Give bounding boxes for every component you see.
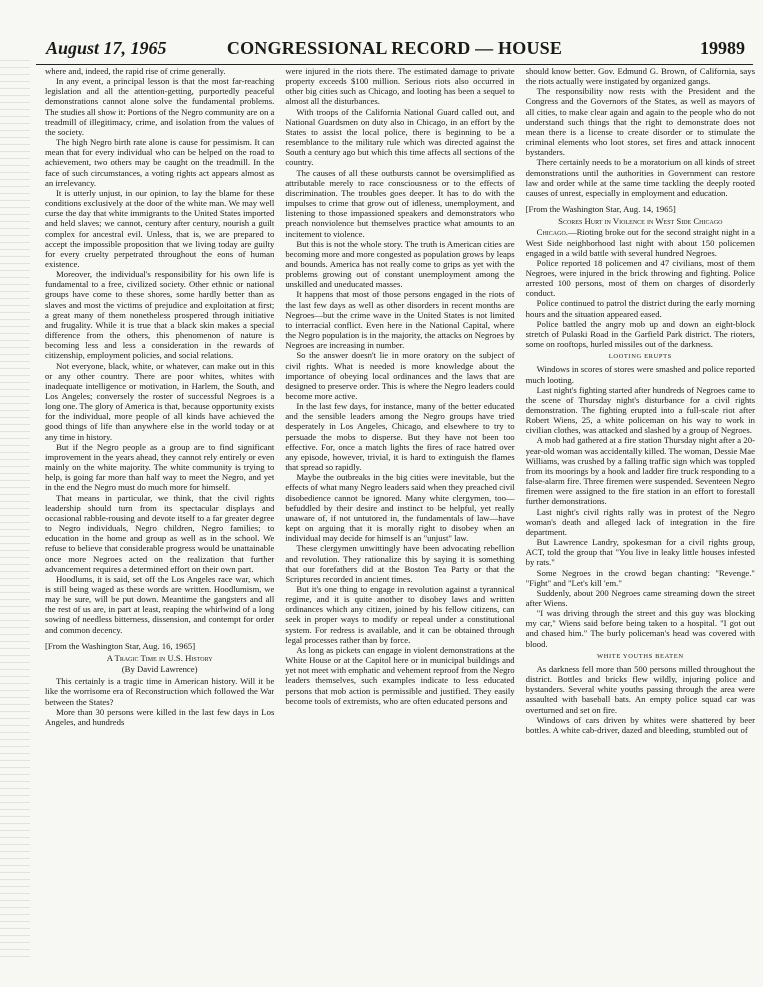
paragraph: In the last few days, for instance, many of the better educated and the sensible leaders among the Negro groups have tried desperately in Los Angeles, Chicago, and elsewhere to try to persuade the mobs to disperse. But they have not been too effective. For, once a match lights the fires of race hatred over any episode, however, trivial, it is hard to extinguish the flames that spread so rapidly. bbox=[285, 401, 515, 473]
paragraph: But it's one thing to engage in revolution against a tyrannical regime, and it is quite another to disobey laws and written ordinances which any citizen, joined by his fellow citizens, can seek in proper ways to modify or repeal under a constitutional system. For redress is available, and it can be obtained through legal processes rather than by force. bbox=[285, 583, 515, 645]
page-header bbox=[36, 34, 753, 65]
article-headline: A Tragic Time in U.S. History bbox=[106, 652, 213, 663]
subheading: LOOTING ERUPTS bbox=[608, 353, 672, 361]
paragraph: It happens that most of those persons engaged in the riots of the last few days as well as other disorders in recent months are Negroes—but the crime wave in the United States is not limited to interracial conflict. Even here in the National Capital, where the Negro population is in the majority, the attacks on Negroes by Negroes are increasing in number. bbox=[285, 289, 515, 351]
paragraph: In any event, a principal lesson is that the most far-reaching legislation and all the attention-getting, purportedly peaceful demonstrations cannot alone solve the fundamental problems. The studies all show it: Portions of the Negro community are on a treadmill of illegitimacy, crime, and isolation from the values of the society. bbox=[45, 76, 275, 137]
paragraph: Windows in scores of stores were smashed and police reported much looting. bbox=[525, 364, 755, 385]
paragraph bbox=[526, 227, 755, 257]
paragraph: Police continued to patrol the district during the early morning hours and the situation appeared eased. bbox=[525, 298, 755, 319]
scan-margin-artifact bbox=[0, 60, 30, 960]
paragraph: Maybe the outbreaks in the big cities were inevitable, but the effects of what many Negro leaders said when they preached civil disobedience cannot be ignored. Many white clergymen, too—befuddled by their desire and instinct to be helpful, yet really unaware of, if not untutored in, the fundamentals of law—have kept on arguing that it is morally right to disobey when an individual may decide for himself is an "unjust" law. bbox=[285, 472, 515, 544]
article-byline: (By David Lawrence) bbox=[121, 664, 198, 675]
paragraph: But if the Negro people as a group are to find significant improvement in the years ahead, they cannot rely entirely or even mainly on the white majority. The white community is trying to help, is going far more than half way to meet the Negro, and yet in the end the Negro must do much more for himself. bbox=[45, 441, 275, 493]
paragraph: These clergymen unwittingly have been advocating rebellion and revolution. They rationalize this by saying it is something that our forefathers did at the Boston Tea Party or that the Scriptures recorded in ancient times. bbox=[285, 543, 515, 584]
paragraph: As darkness fell more than 500 persons milled throughout the district. Bottles and bricks flew wildly, injuring police and bystanders. Several white youths passing through the area were assaulted with baseball bats. An empty police squad car was overturned and set on fire. bbox=[525, 663, 755, 715]
page-number: 19989 bbox=[700, 38, 745, 58]
paragraph: Some Negroes in the crowd began chanting: "Revenge." "Fight" and "Let's kill 'em." bbox=[525, 567, 755, 588]
paragraph: It is utterly unjust, in our opinion, to lay the blame for these conditions exclusively at the door of the white man. We may well curse the day that white immigrants to the United States imported and held slaves; we cannot, century after century, nourish a guilt complex for ancestral evil. Unless, that is, we are prepared to accept the impossible proposition that we living today are guilty for every cruelty perpetrated throughout the eons of human existence. bbox=[45, 187, 275, 269]
paragraph: This certainly is a tragic time in American history. Will it be like the worrisome era of Reconstruction which followed the War between the States? bbox=[45, 676, 275, 707]
article-headline: Scores Hurt in Violence in West Side Chicago bbox=[558, 216, 723, 227]
paragraph: So the answer doesn't lie in more oratory on the subject of civil rights. What is needed is more knowledge about the importance of obeying local ordinances and the laws that are designed to preserve order. This is where the Negro leaders could become more active. bbox=[285, 350, 515, 401]
source-line: [From the Washington Star, Aug. 16, 1965] bbox=[45, 640, 196, 651]
paragraph: There certainly needs to be a moratorium on all kinds of street demonstrations until the authorities in Government can restore law and order while at the same time tackling the deeply rooted causes of unrest, especially in employment and education. bbox=[525, 157, 755, 198]
paragraph: The responsibility now rests with the President and the Congress and the Governors of the States, as well as mayors of all cities, to make clear again and again to the people who do not understand such things that the right to demonstrate does not mean there is a license to create disorder or to stimulate the criminal elements who loot stores, set fires and attack innocent bystanders. bbox=[525, 86, 755, 158]
paragraph-text: —Rioting broke out for the second straight night in a West Side neighborhood last night with about 150 policemen engaged in a wild battle with several hundred Negroes. bbox=[525, 227, 755, 258]
header-date: August 17, 1965 bbox=[46, 38, 167, 58]
paragraph: But this is not the whole story. The truth is American cities are becoming more and more congested as population grows by leaps and bounds. America has not really come to grips as yet with the problems growing out of constant unemployment among the unskilled and uneducated masses. bbox=[285, 238, 515, 290]
paragraph: A mob had gathered at a fire station Thursday night after a 20-year-old woman was accidentally killed. The woman, Dessie Mae Williams, was crushed by a falling traffic sign which was toppled from its moorings by a hook and ladder fire truck responding to a false-alarm fire. Three firemen were suspended. Seventeen Negro firemen were assigned to the fire station in an effort to forestall further demonstrations. bbox=[525, 435, 755, 507]
paragraph: Windows of cars driven by whites were shattered by beer bottles. A white cab-driver, dazed and bleeding, stumbled out of bbox=[525, 714, 755, 735]
paragraph: where and, indeed, the rapid rise of crime generally. bbox=[45, 66, 226, 76]
paragraph: should know better. Gov. Edmund G. Brown, of California, says the riots actually were instigated by organized gangs. bbox=[525, 66, 755, 87]
paragraph: Hoodlums, it is said, set off the Los Angeles race war, which is still being waged as these words are written. Hoodlumism, we may be sure, will be put down. Meantime the gangsters and all the rest of us are, in part at least, reaping the whirlwind of a long sowing of needless bitterness, dissension, and contempt for order and common decency. bbox=[45, 573, 275, 635]
paragraph: Suddenly, about 200 Negroes came streaming down the street after Wiens. bbox=[525, 587, 755, 608]
column-3 bbox=[526, 66, 755, 982]
paragraph: That means in particular, we think, that the civil rights leadership should turn from its spectacular displays and occasional rabble-rousing and devote itself to a far greater degree to Negro individuals, Negro children, Negro families; to education in the home and group as well as in the school. We refuse to believe that considerable progress would be unattainable once more Negroes acted on the realization that further advancement requires a determined effort on their own part. bbox=[45, 492, 275, 574]
paragraph: The high Negro birth rate alone is cause for pessimism. It can mean that for every individual who can be helped on the road to achievement, two others may be caught on the treadmill. In the face of such circumstances, a voting rights act appears almost as an irrelevancy. bbox=[45, 137, 275, 188]
paragraph: Not everyone, black, white, or whatever, can make out in this or any other country. There are poor whites, whites with inadequate intelligence or motivation, in Harlem, the South, and Los Angeles; conversely the roster of successful Negroes is a long one. The glory of America is that, because opportunity exists for the individual, more people of all kinds have achieved the good things of life than anywhere else in the world today or at any time in history. bbox=[45, 360, 275, 442]
paragraph: More than 30 persons were killed in the last few days in Los Angeles, and hundreds bbox=[45, 706, 275, 727]
subheading: WHITE YOUTHS BEATEN bbox=[597, 652, 684, 660]
text-columns bbox=[45, 66, 755, 982]
header-title: CONGRESSIONAL RECORD — HOUSE bbox=[226, 38, 563, 58]
paragraph: But Lawrence Landry, spokesman for a civil rights group, ACT, told the group that "You live in leaky little houses infested by rats." bbox=[525, 537, 755, 568]
paragraph: Moreover, the individual's responsibility for his own life is fundamental to a free, civilized society. Other ethnic or national groups have come to these shores, some hardly better than as slaves and most the victims of prejudice and exploitation at first; a great many of them nonetheless prospered through initiative and frugality. While it is true that a black skin makes a special difference from the others, this phenomenon of nature is becoming less and less a consideration in the rewards of citizenship, employment policies, and social relations. bbox=[45, 269, 275, 361]
paragraph: As long as pickets can engage in violent demonstrations at the White House or at the Capitol here or in municipal buildings and yet not meet with emphatic and vehement reproof from the Negro leaders themselves, such examples indicate to less educated persons that mob action is permissible and justified. They easily become tools of extremists, who are often educated persons and bbox=[285, 644, 515, 706]
paragraph: The causes of all these outbursts cannot be oversimplified as attributable merely to race consciousness or to the effects of discrimination. The troubles goes deeper. It has to do with the impulses to crime that grow out of idleness, unemployment, and listening to those impassioned speakers and demonstrators who preach nonviolence but themselves practice what amounts to an incitement to violence. bbox=[285, 167, 515, 239]
paragraph: With troops of the California National Guard called out, and National Guardsmen on duty also in Chicago, in an effort by the States to assist the local police, there is beginning to be a resemblance to the military rule which was directed against the South a century ago but which this time affects all sections of the country. bbox=[285, 106, 515, 168]
column-2 bbox=[285, 66, 514, 982]
paragraph: Last night's civil rights rally was in protest of the Negro woman's death and alleged lack of integration in the fire department. bbox=[525, 506, 755, 537]
paragraph: Last night's fighting started after hundreds of Negroes came to the scene of Thursday night's disturbance for a civil rights demonstration. The fighting erupted into a full-scale riot after Robert Wiens, 25, a white policeman on his way to work in civilian clothes, was attacked and slashed by a group of Negroes. bbox=[525, 384, 755, 436]
paragraph: were injured in the riots there. The estimated damage to private property exceeds $100 million. Serious riots also occurred in other big cities such as Chicago, and looting has been a sequel to almost all the disturbances. bbox=[285, 66, 515, 107]
column-1 bbox=[45, 66, 274, 982]
source-line: [From the Washington Star, Aug. 14, 1965] bbox=[525, 204, 676, 215]
paragraph: "I was driving through the street and this guy was blocking my car," Wiens said before being taken to a hospital. "I got out and chased him." The burly policeman's head was covered with blood. bbox=[525, 608, 755, 649]
paragraph: Police battled the angry mob up and down an eight-block stretch of Pulaski Road in the Garfield Park district. The rioters, some on rooftops, hurled missiles out of the darkness. bbox=[525, 318, 755, 350]
paragraph: Police reported 18 policemen and 47 civilians, most of them Negroes, were injured in the brick throwing and fighting. Police arrested 100 persons, most of them on charges of disorderly conduct. bbox=[525, 257, 755, 299]
dateline: Chicago. bbox=[536, 227, 568, 238]
